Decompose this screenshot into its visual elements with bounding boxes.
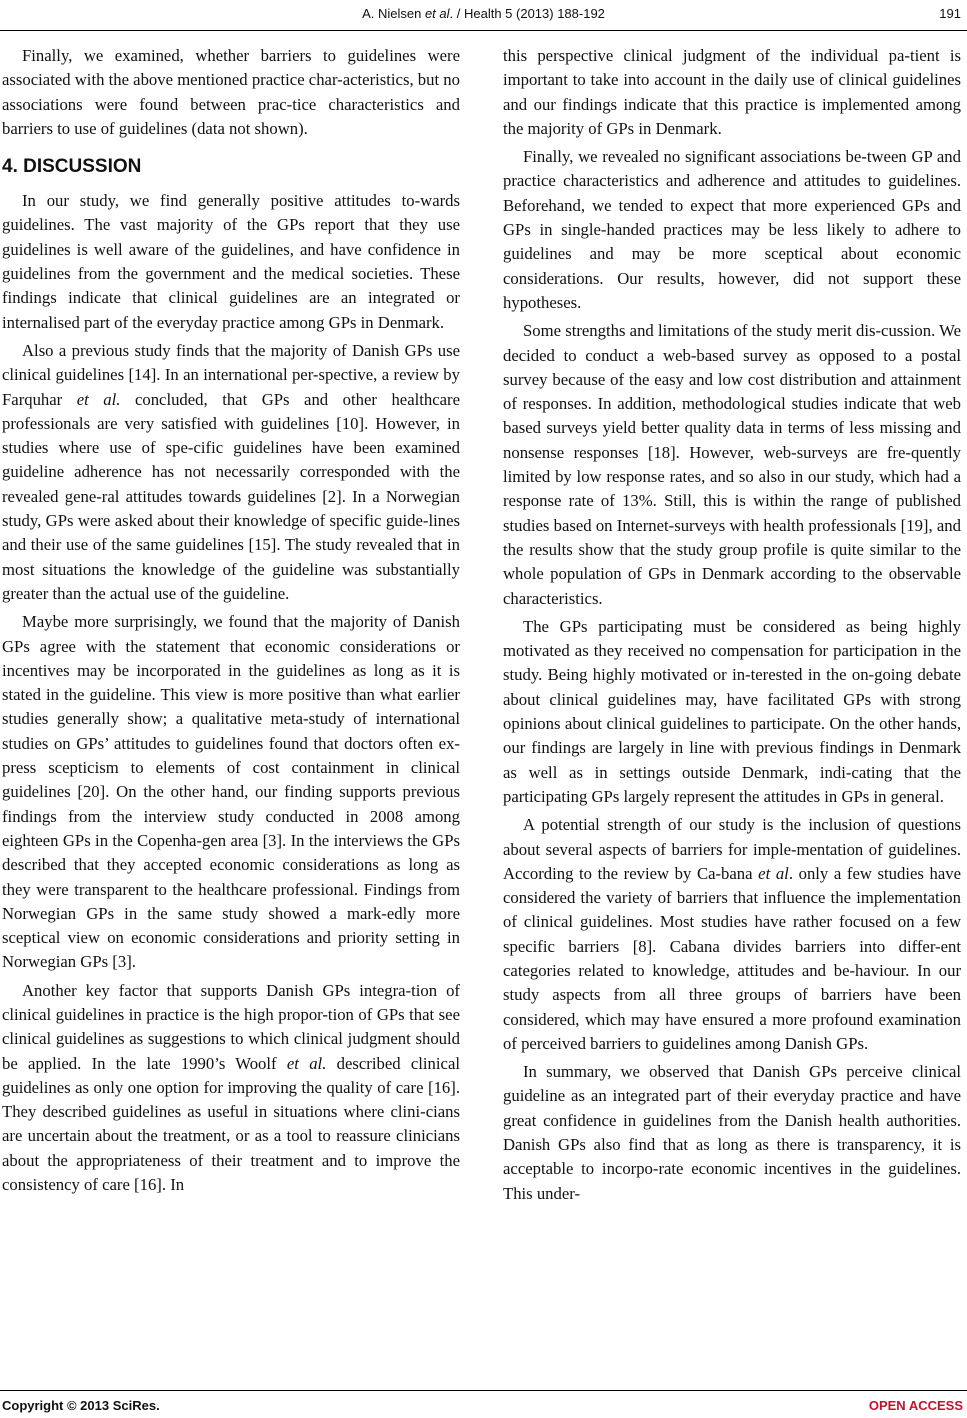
paragraph-discussion-4 bbox=[2, 979, 460, 1198]
etal-italic: et al bbox=[758, 863, 789, 883]
running-title bbox=[0, 6, 967, 21]
paragraph-summary: In summary, we observed that Danish GPs perceive clinical guideline as an integrated part of their everyday practice and have great confidence in guidelines from the Danish health authorities. Danish GPs also find that as long as there is transparency, it is acceptable to incorpo-rate economic incentives in the guidelines. This under- bbox=[503, 1062, 961, 1203]
paragraph-discussion-2 bbox=[2, 339, 460, 606]
text-span: Another key factor that supports Danish GPs integra-tion of clinical guidelines in practice is the high propor-tion of GPs that see clinical guidelines as suggestions to which clinical judgment should be applied. In the late 1990’s Woolf bbox=[2, 980, 460, 1073]
header-authors: A. Nielsen bbox=[362, 6, 422, 21]
header-etal: et al bbox=[424, 6, 450, 21]
paragraph-results-barriers: Finally, we examined, whether barriers to guidelines were associated with the above mentioned practice char-acteristics, but no associations were found between prac-tice characteristics and barriers to use of guidelines (data not shown). bbox=[2, 46, 460, 138]
etal-italic: et al. bbox=[286, 1053, 327, 1073]
paragraph-discussion-3: Maybe more surprisingly, we found that the majority of Danish GPs agree with the statement that economic considerations or incentives may be incorporated in the guidelines as long as it is stated in the guideline. This view is more positive than what earlier studies generally show; a qualitative meta-study of international studies on GPs’ attitudes to guidelines found that doctors often ex-press scepticism to elements of cost containment in clinical guidelines [20]. On the other hand, our finding supports previous findings from the interview study conducted in 2008 among eighteen GPs in the Copenha-gen area [3]. In the interviews the GPs described that they accepted economic considerations as long as they were transparent to the healthcare professional. Findings from Norwegian GPs in the same study showed a mark-edly more sceptical view on economic considerations and priority setting in Norwegian GPs [3]. bbox=[2, 612, 460, 972]
section-heading-discussion: 4. DISCUSSION bbox=[2, 156, 142, 178]
etal-italic: et al. bbox=[76, 389, 121, 409]
header-citation: . / Health 5 (2013) 188-192 bbox=[449, 6, 605, 21]
left-column bbox=[2, 44, 460, 1201]
running-header bbox=[0, 0, 967, 31]
page-footer bbox=[0, 1390, 967, 1418]
paragraph-strengths-limitations: Some strengths and limitations of the study merit dis-cussion. We decided to conduct a web-based survey as opposed to a postal survey because of the easy and low cost distribution and attainment of responses. In addition, methodological studies indicate that web based surveys yield better quality data in terms of less missing and nonsense responses [18]. However, web-surveys are fre-quently limited by low response rates, and so also in our study, which had a response rate of 13%. Still, this is within the range of published studies based on Internet-surveys with health professionals [19], and the results show that the study group profile is quite similar to the whole population of GPs in Denmark according to the observable characteristics. bbox=[503, 321, 961, 608]
text-span: A potential strength of our study is the inclusion of questions about several aspects of barriers for imple-mentation of guidelines. According to the review by Ca-bana bbox=[503, 815, 961, 883]
paragraph-barriers bbox=[503, 813, 961, 1056]
paragraph-continued: this perspective clinical judgment of the individual pa-tient is important to take into account in the daily use of clinical guidelines and our findings indicate that this practice is implemented among the majority of GPs in Denmark. bbox=[503, 46, 961, 138]
right-column bbox=[503, 44, 961, 1210]
paragraph-motivation: The GPs participating must be considered as being highly motivated as they received no compensation for participation in the study. Being highly motivated or in-terested in the on-going debate about clinical guidelines may, have facilitated GPs with strong opinions about clinical guidelines to participate. On the other hands, our findings are largely in line with previous findings in Denmark as well as in settings outside Denmark, indi-cating that the participating GPs largely represent the attitudes in GPs in general. bbox=[503, 616, 961, 806]
paragraph-discussion-1: In our study, we find generally positive attitudes to-wards guidelines. The vast majority of the GPs report that they use guidelines is well aware of the guidelines, and have confidence in guidelines from the government and the medical societies. These findings indicate that clinical guidelines are an integrated or internalised part of the everyday practice among GPs in Denmark. bbox=[2, 191, 460, 332]
copyright-notice: Copyright © 2013 SciRes. bbox=[2, 1398, 160, 1413]
text-span: described clinical guidelines as only one option for improving the quality of care [16]. They described guidelines as useful in situations where clini-cians are uncertain about the treatment, or as a tool to reassure clinicians about the appropriateness of their treatment and to improve the consistency of care [16]. In bbox=[2, 1053, 460, 1195]
open-access-label: OPEN ACCESS bbox=[868, 1398, 963, 1413]
paragraph-associations: Finally, we revealed no significant associations be-tween GP and practice characteristics and adherence and attitudes to guidelines. Beforehand, we tended to expect that more experienced GPs and GPs in single-handed practices may be less likely to adhere to guidelines and may be more sceptical about economic considerations. Our results, however, did not support these hypotheses. bbox=[503, 147, 961, 312]
text-span: . only a few studies have considered the variety of barriers that influence the implementation of clinical guidelines. Most studies have rather focused on a few specific barriers [8]. Cabana divides barriers into differ-ent categories related to knowledge, attitudes and be-haviour. In our study aspects from all three groups of barriers have been considered, which may have ensured a more profound examination of perceived barriers to guidelines among Danish GPs. bbox=[503, 863, 961, 1053]
page-number: 191 bbox=[939, 6, 961, 21]
text-span: Also a previous study finds that the majority of Danish GPs use clinical guidelines [14]. In an international per-spective, a review by Farquhar bbox=[2, 340, 460, 409]
text-span: concluded, that GPs and other healthcare professionals are very satisfied with guidelines [10]. However, in studies where use of spe-cific guidelines have been examined guideline adherence has not necessarily corresponded with the revealed gene-ral attitudes towards guidelines [2]. In a Norwegian study, GPs were asked about their knowledge of specific guide-lines and their use of the same guidelines [15]. The study revealed that in most situations the knowledge of the guideline was substantially greater than the actual use of the guideline. bbox=[2, 389, 460, 603]
